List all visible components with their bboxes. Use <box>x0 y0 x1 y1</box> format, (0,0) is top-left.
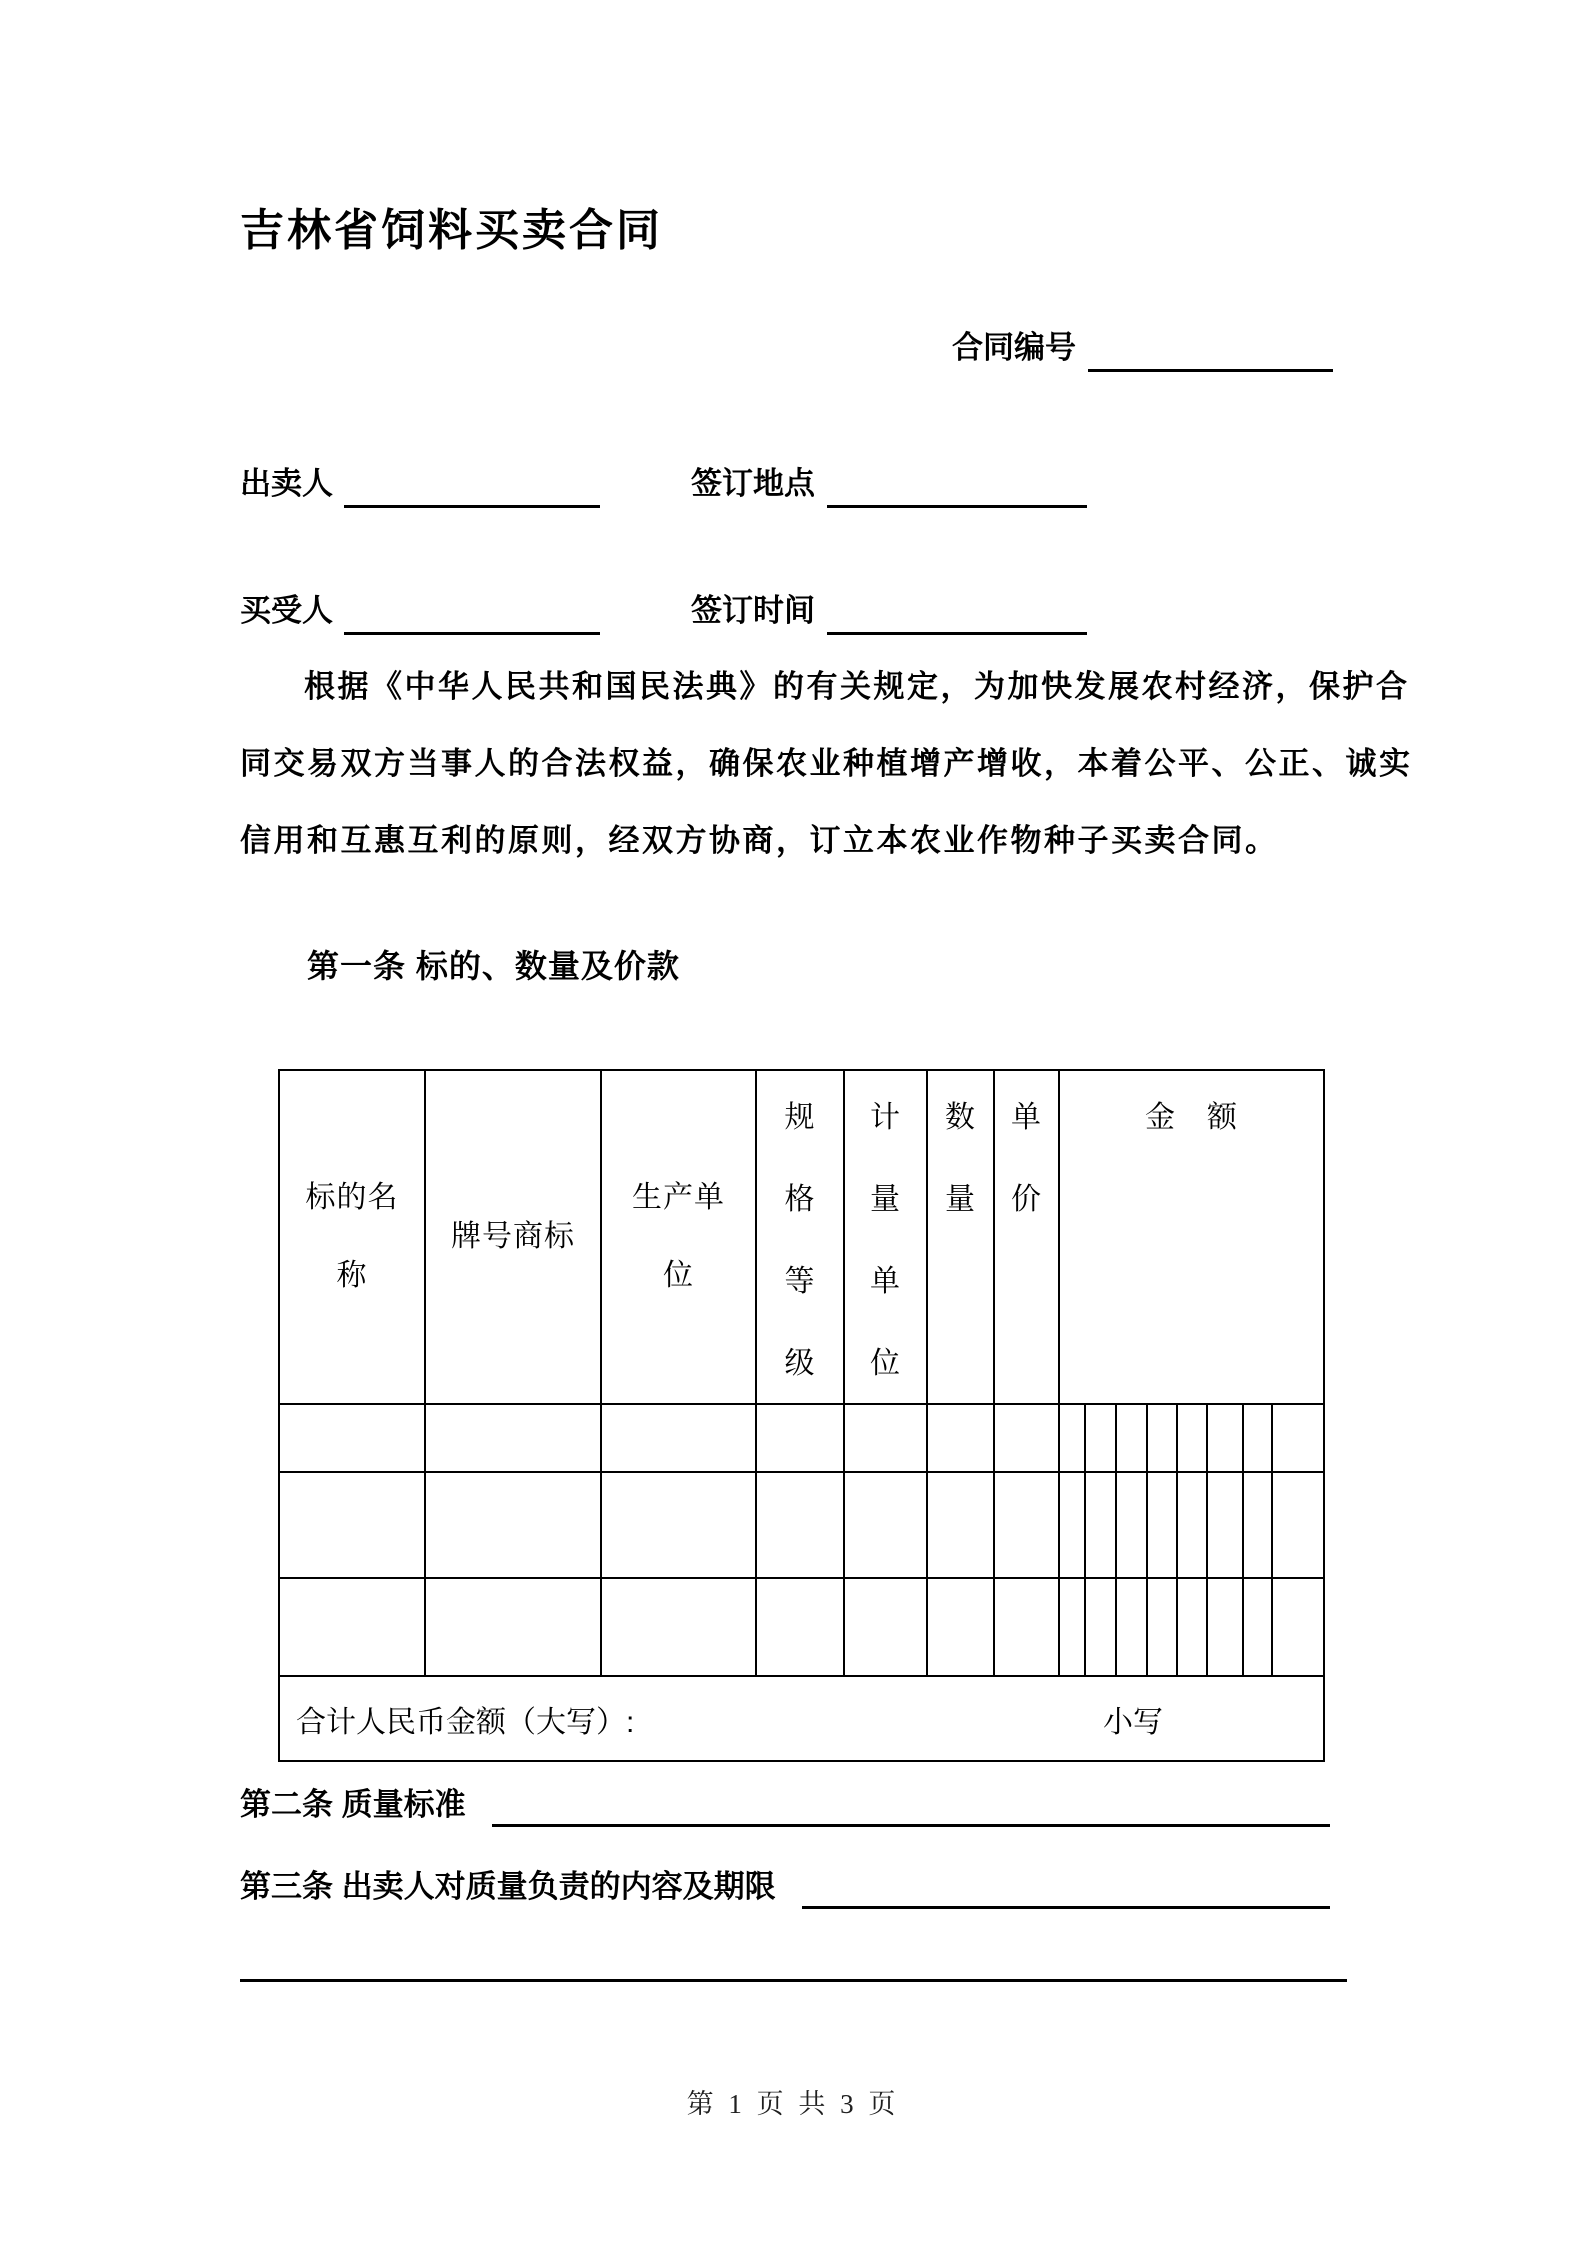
total-uppercase-label: 合计人民币金额（大写）: <box>296 1705 635 1739</box>
table-body-row <box>280 1405 1323 1473</box>
header-text: 位 <box>663 1259 694 1292</box>
amount-digit-cell[interactable] <box>1146 1405 1176 1471</box>
table-cell[interactable] <box>426 1405 602 1471</box>
document-title: 吉林省饲料买卖合同 <box>240 206 663 255</box>
amount-digit-cell[interactable] <box>1206 1405 1242 1471</box>
header-spec-grade <box>757 1071 845 1403</box>
table-cell[interactable] <box>426 1473 602 1577</box>
header-unit-price <box>995 1071 1060 1403</box>
contract-no-field <box>952 326 1333 372</box>
header-text: 牌号商标 <box>451 1220 575 1253</box>
continuation-blank-line[interactable] <box>240 1979 1347 1982</box>
amount-digit-cell[interactable] <box>1084 1579 1115 1675</box>
header-subject-name <box>280 1071 426 1403</box>
contract-no-blank[interactable] <box>1088 327 1333 372</box>
amount-digit-cell[interactable] <box>1060 1579 1084 1675</box>
buyer-label: 买受人 <box>240 593 333 628</box>
header-text: 量 <box>945 1183 976 1216</box>
table-cell[interactable] <box>928 1405 995 1471</box>
contract-no-label: 合同编号 <box>952 330 1076 365</box>
amount-digit-cell[interactable] <box>1271 1473 1323 1577</box>
total-amount-cell <box>280 1677 1323 1760</box>
header-amount <box>1060 1071 1323 1403</box>
table-cell[interactable] <box>602 1473 757 1577</box>
buyer-blank[interactable] <box>344 590 600 635</box>
amount-digit-cell[interactable] <box>1176 1405 1206 1471</box>
total-lowercase-label: 小写 <box>1103 1705 1163 1739</box>
amount-digit-cell[interactable] <box>1115 1579 1146 1675</box>
seller-blank[interactable] <box>344 463 600 508</box>
amount-digit-cell[interactable] <box>1060 1405 1084 1471</box>
preamble-paragraph <box>240 648 1413 879</box>
header-producer <box>602 1071 757 1403</box>
table-cell[interactable] <box>426 1579 602 1675</box>
header-text: 计 <box>870 1101 901 1134</box>
header-text: 单 <box>870 1265 901 1298</box>
seller-label: 出卖人 <box>240 466 333 501</box>
article3-row <box>240 1863 1330 1909</box>
table-total-row <box>280 1677 1323 1760</box>
table-cell[interactable] <box>928 1473 995 1577</box>
table-cell[interactable] <box>845 1405 928 1471</box>
amount-cell <box>1060 1473 1323 1577</box>
article3-blank[interactable] <box>802 1864 1330 1909</box>
header-text: 级 <box>784 1347 816 1380</box>
sign-time-blank[interactable] <box>827 590 1087 635</box>
amount-digit-cell[interactable] <box>1242 1473 1271 1577</box>
table-header-row <box>280 1071 1323 1405</box>
amount-cell <box>1060 1579 1323 1675</box>
header-text: 生产单 <box>632 1181 725 1214</box>
page-number-footer: 第 1 页 共 3 页 <box>686 2089 900 2119</box>
amount-digit-cell[interactable] <box>1084 1473 1115 1577</box>
amount-digit-cell[interactable] <box>1060 1473 1084 1577</box>
table-cell[interactable] <box>280 1579 426 1675</box>
sign-place-blank[interactable] <box>827 463 1087 508</box>
header-quantity <box>928 1071 995 1403</box>
table-cell[interactable] <box>928 1579 995 1675</box>
header-text: 量 <box>870 1183 901 1216</box>
header-brand-trademark <box>426 1071 602 1403</box>
table-body-row <box>280 1579 1323 1677</box>
goods-table <box>278 1069 1325 1762</box>
table-cell[interactable] <box>995 1405 1060 1471</box>
sign-place-field <box>691 462 1087 508</box>
table-cell[interactable] <box>845 1579 928 1675</box>
amount-digit-cell[interactable] <box>1242 1579 1271 1675</box>
table-cell[interactable] <box>602 1579 757 1675</box>
table-cell[interactable] <box>757 1405 845 1471</box>
table-cell[interactable] <box>280 1405 426 1471</box>
seller-field <box>240 462 600 508</box>
table-cell[interactable] <box>757 1473 845 1577</box>
amount-digit-cell[interactable] <box>1271 1579 1323 1675</box>
preamble-line: 根据《中华人民共和国民法典》的有关规定，为加快发展农村经济，保护合 <box>304 669 1410 704</box>
amount-digit-cell[interactable] <box>1115 1473 1146 1577</box>
sign-time-field <box>691 589 1087 635</box>
article2-heading: 第二条 质量标准 <box>240 1787 466 1822</box>
header-text: 格 <box>784 1183 816 1216</box>
amount-cell <box>1060 1405 1323 1471</box>
amount-digit-cell[interactable] <box>1206 1579 1242 1675</box>
amount-digit-cell[interactable] <box>1176 1473 1206 1577</box>
amount-digit-cell[interactable] <box>1271 1405 1323 1471</box>
header-text: 金 额 <box>1145 1101 1238 1134</box>
amount-digit-cell[interactable] <box>1146 1473 1176 1577</box>
header-text: 规 <box>784 1101 816 1134</box>
amount-digit-cell[interactable] <box>1206 1473 1242 1577</box>
preamble-line: 信用和互惠互利的原则，经双方协商，订立本农业作物种子买卖合同。 <box>240 823 1279 858</box>
table-cell[interactable] <box>995 1579 1060 1675</box>
header-text: 称 <box>336 1259 368 1292</box>
article1-heading: 第一条 标的、数量及价款 <box>307 948 680 984</box>
amount-digit-cell[interactable] <box>1146 1579 1176 1675</box>
table-cell[interactable] <box>602 1405 757 1471</box>
header-measure-unit <box>845 1071 928 1403</box>
header-text: 单 <box>1011 1101 1042 1134</box>
article3-heading: 第三条 出卖人对质量负责的内容及期限 <box>240 1869 776 1904</box>
amount-digit-cell[interactable] <box>1176 1579 1206 1675</box>
table-cell[interactable] <box>280 1473 426 1577</box>
article2-row <box>240 1781 1330 1827</box>
header-text: 价 <box>1011 1183 1042 1216</box>
sign-place-label: 签订地点 <box>691 466 815 501</box>
table-cell[interactable] <box>845 1473 928 1577</box>
header-text: 等 <box>784 1265 816 1298</box>
table-cell[interactable] <box>757 1579 845 1675</box>
amount-digit-cell[interactable] <box>1115 1405 1146 1471</box>
amount-digit-cell[interactable] <box>1242 1405 1271 1471</box>
buyer-field <box>240 589 600 635</box>
header-text: 数 <box>945 1101 976 1134</box>
amount-digit-cell[interactable] <box>1084 1405 1115 1471</box>
table-body-row <box>280 1473 1323 1579</box>
header-text: 标的名 <box>305 1181 399 1214</box>
table-cell[interactable] <box>995 1473 1060 1577</box>
preamble-line: 同交易双方当事人的合法权益，确保农业种植增产增收，本着公平、公正、诚实 <box>240 746 1413 781</box>
sign-time-label: 签订时间 <box>691 593 815 628</box>
header-text: 位 <box>870 1347 901 1380</box>
article2-blank[interactable] <box>492 1782 1330 1827</box>
